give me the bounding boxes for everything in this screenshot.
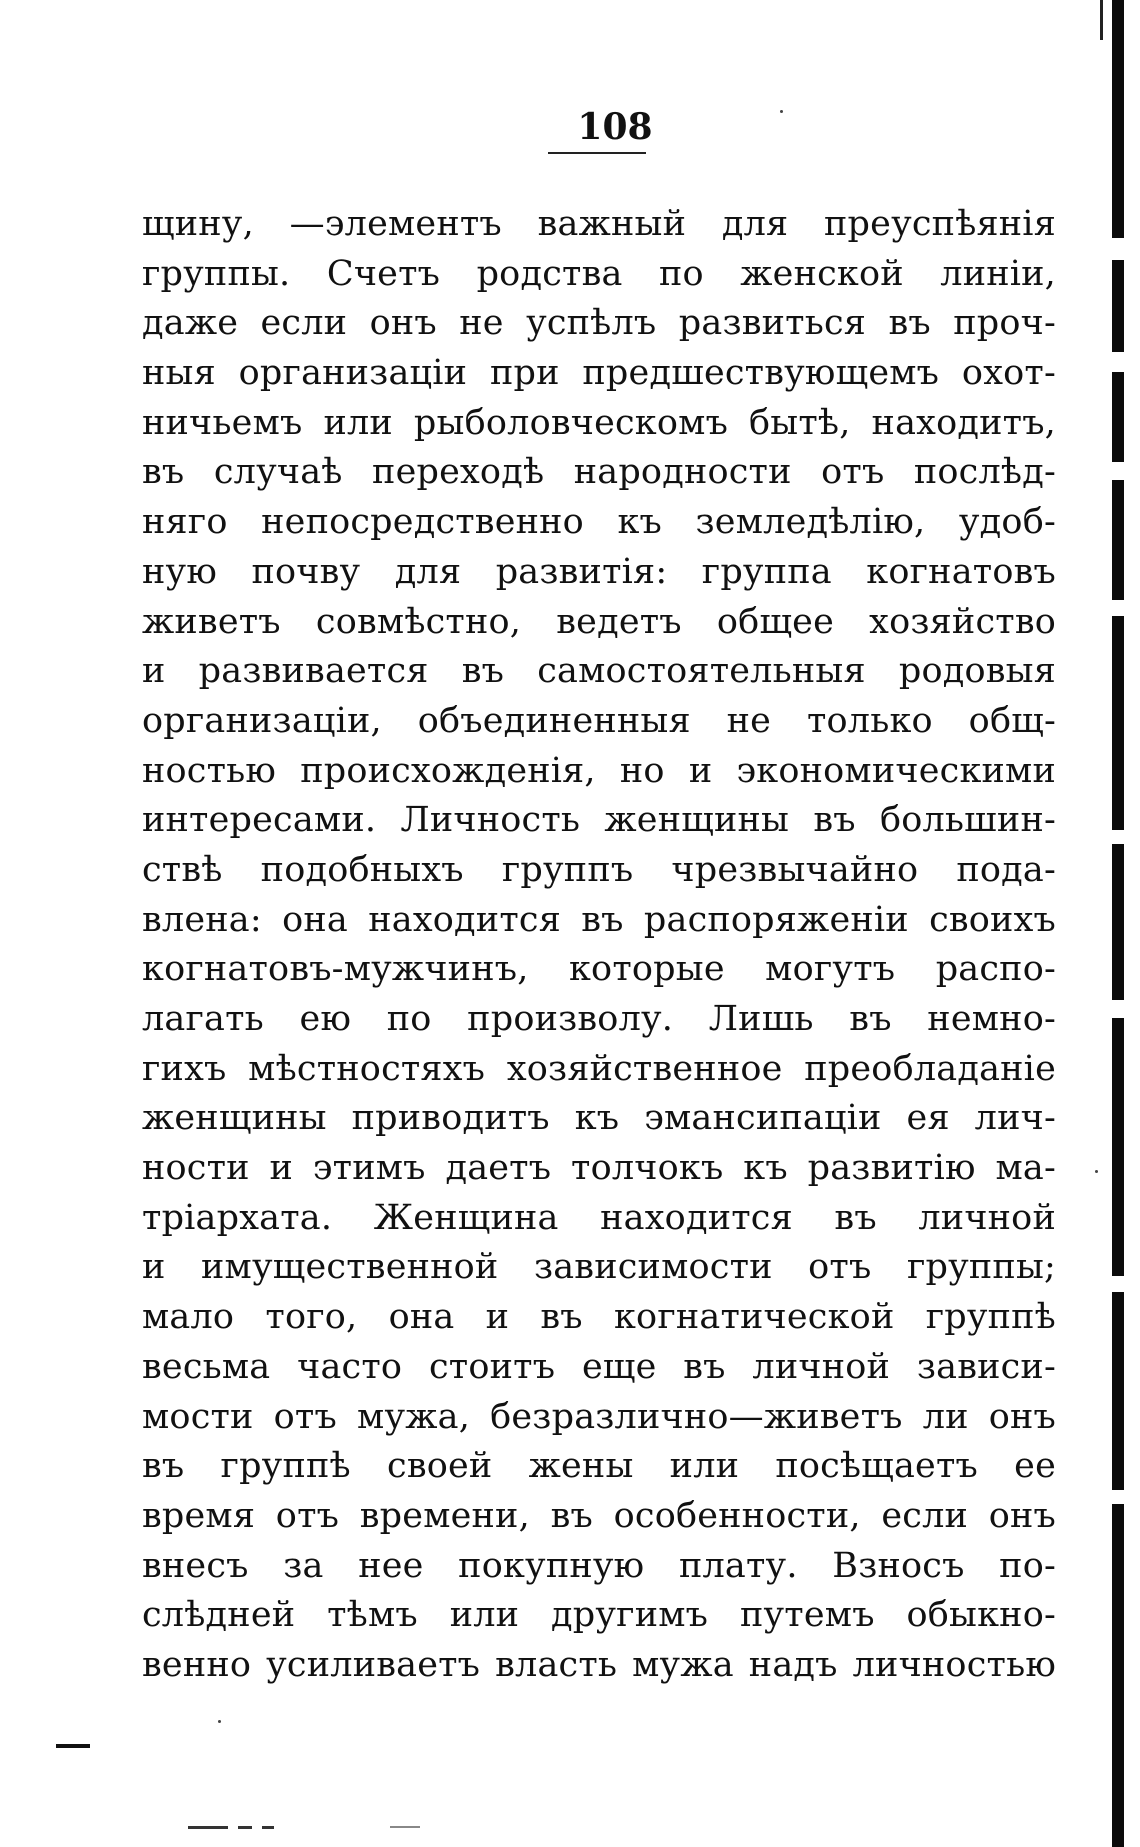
text-line: въ группѣ своей жены или посѣщаетъ ее — [142, 1446, 1056, 1487]
text-line: мости отъ мужа, безразлично—живетъ ли онъ — [142, 1396, 1056, 1437]
text-line: гихъ мѣстностяхъ хозяйственное преобладаніе — [142, 1048, 1056, 1089]
text-line: когнатовъ-мужчинъ, которые могутъ распо- — [142, 949, 1056, 990]
text-line: организаціи, объединенныя не только общ- — [142, 700, 1056, 741]
text-line: щину, —элементъ важный для преуспѣянія — [142, 204, 1056, 244]
text-line: тріархата. Женщина находится въ личной — [142, 1197, 1056, 1238]
text-line: даже если онъ не успѣлъ развиться въ проч- — [142, 303, 1056, 344]
text-line: слѣдней тѣмъ или другимъ путемъ обыкно- — [142, 1595, 1056, 1636]
text-line: весьма часто стоитъ еще въ личной зависи- — [142, 1346, 1056, 1387]
binding-gap — [1108, 1490, 1128, 1504]
scan-edge-mark — [1100, 0, 1103, 40]
text-line: няго непосредственно къ земледѣлію, удоб- — [142, 502, 1056, 543]
binding-gap — [1108, 830, 1128, 844]
binding-gap — [1108, 352, 1128, 372]
text-line: время отъ времени, въ особенности, если онъ — [142, 1495, 1056, 1536]
text-line: живетъ совмѣстно, ведетъ общее хозяйство — [142, 601, 1056, 642]
binding-gap — [1108, 462, 1128, 480]
scan-bottom-mark — [262, 1826, 274, 1829]
scan-bottom-mark — [390, 1826, 420, 1828]
page-number: 108 — [577, 106, 653, 148]
text-line: лагать ею по произволу. Лишь въ немно- — [142, 999, 1056, 1039]
text-line: ную почву для развитія: группа когнатовъ — [142, 551, 1056, 592]
text-line: ничьемъ или рыболовческомъ бытѣ, находитъ, — [142, 402, 1056, 443]
text-line: внесъ за нее покупную плату. Взносъ по- — [142, 1545, 1056, 1586]
text-line: ствѣ подобныхъ группъ чрезвычайно пода- — [142, 849, 1056, 890]
scan-speck — [218, 1720, 221, 1723]
text-line: и имущественной зависимости отъ группы; — [142, 1247, 1056, 1288]
text-line: интересами. Личность женщины въ большин- — [142, 800, 1056, 841]
text-line: въ случаѣ переходѣ народности отъ послѣд- — [142, 452, 1056, 493]
page-number-underline — [548, 152, 646, 154]
body-text — [142, 200, 1056, 1691]
text-line: ностью происхожденія, но и экономическими — [142, 750, 1056, 791]
scan-binding-shadow — [1112, 0, 1124, 1847]
text-line: венно усиливаетъ власть мужа надъ личностью — [142, 1644, 1056, 1685]
scan-bottom-mark — [238, 1826, 252, 1829]
scan-speck — [1095, 1170, 1098, 1173]
text-line: и развивается въ самостоятельныя родовыя — [142, 651, 1056, 692]
text-line: группы. Счетъ родства по женской линіи, — [142, 253, 1056, 294]
scan-speck — [780, 110, 783, 113]
text-line: женщины приводитъ къ эмансипаціи ея лич- — [142, 1098, 1056, 1139]
text-line: ныя организаціи при предшествующемъ охот- — [142, 353, 1056, 394]
binding-gap — [1108, 600, 1128, 616]
scan-bottom-mark — [188, 1826, 228, 1829]
binding-gap — [1108, 1000, 1128, 1018]
scan-margin-mark — [56, 1744, 90, 1748]
text-line: ности и этимъ даетъ толчокъ къ развитію ма- — [142, 1148, 1056, 1189]
text-line: влена: она находится въ распоряженіи своихъ — [142, 899, 1056, 940]
text-line: мало того, она и въ когнатической группѣ — [142, 1297, 1056, 1338]
binding-gap — [1108, 1276, 1128, 1292]
binding-gap — [1108, 238, 1128, 260]
